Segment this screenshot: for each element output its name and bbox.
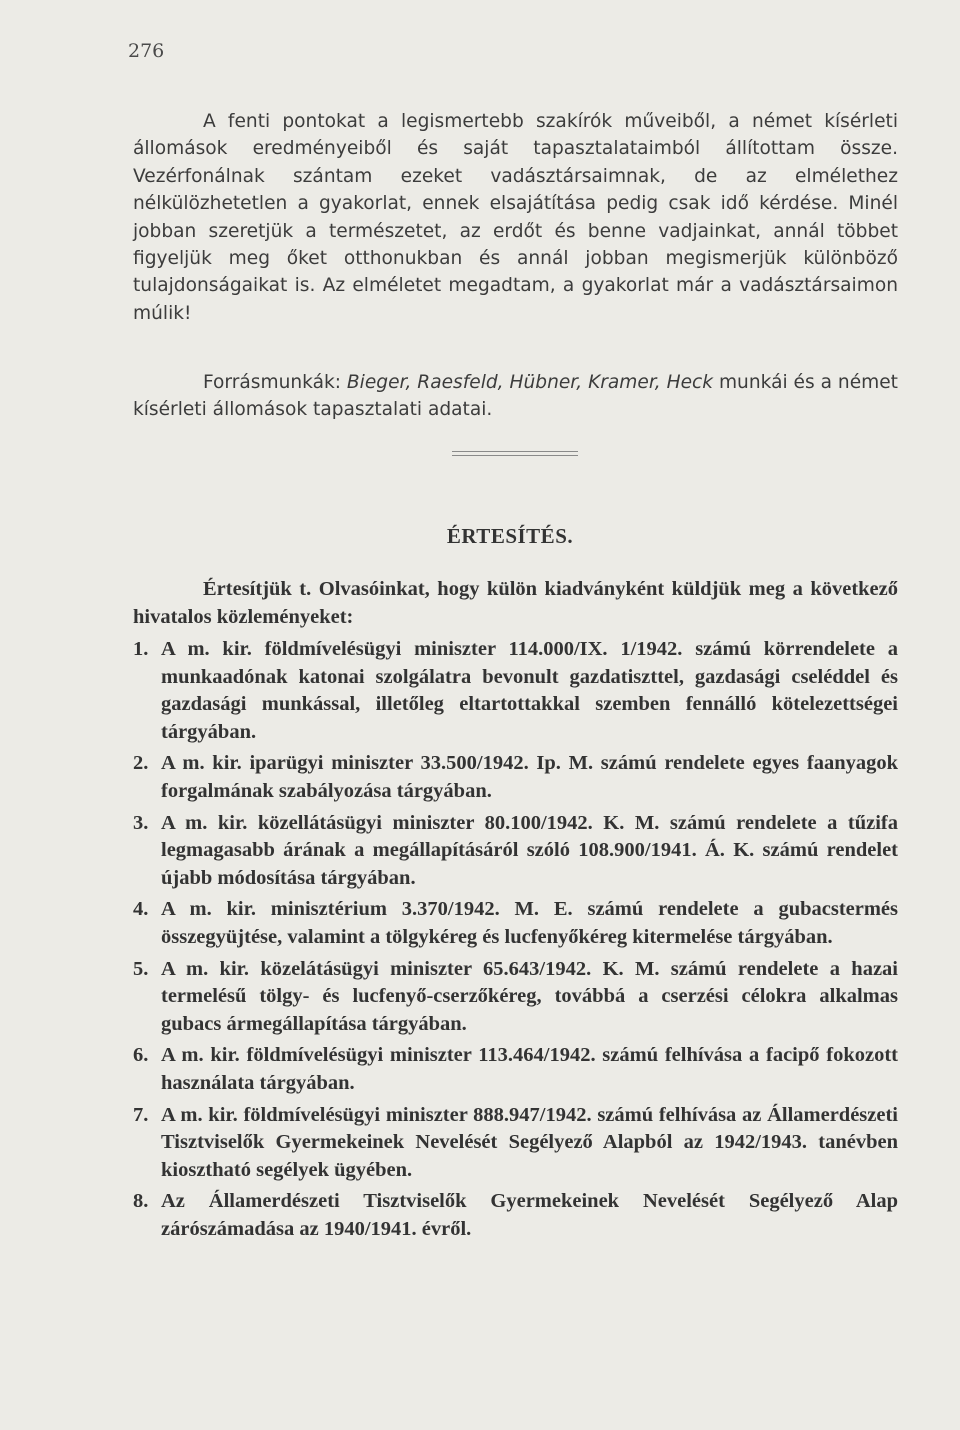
notice-heading: ÉRTESÍTÉS. [446, 524, 574, 548]
notice-intro: Értesítjük t. Olvasóinkat, hogy külön kiadványként küldjük meg a következő hivatalos közleményeket: [133, 578, 898, 628]
item-number: 1. [133, 638, 149, 660]
item-text: A m. kir. földmívelésügyi miniszter 113.464/1942. számú felhívása a facipő fokozott használata tárgyában. [161, 1044, 898, 1094]
list-item [133, 1188, 898, 1243]
item-number: 7. [133, 1103, 149, 1126]
list-item [133, 1042, 898, 1097]
item-text: A m. kir. közelátásügyi miniszter 65.643/1942. K. M. számú rendelete a hazai termelésű tölgy- és lucfenyő-cserzőkéreg, továbbá a cserzési célokra alkalmas gubacs ármegállapítása tárgyában. [161, 957, 898, 1035]
notice-list [133, 636, 898, 1247]
list-item [133, 636, 898, 746]
item-text: A m. kir. földmívelésügyi miniszter 888.947/1942. számú felhívása az Államerdészeti Tisztviselők Gyermekeinek Nevelését Segélyező Alapból az 1942/1943. tanévben kiosztható segélyek ügyében. [161, 1103, 898, 1181]
item-text: A m. kir. közellátásügyi miniszter 80.100/1942. K. M. számú rendelete a tűzifa legmagasabb árának a megállapításáról szóló 108.900/1941. Á. K. számú rendelet újabb módosítása tárgyában. [161, 811, 898, 889]
item-number: 4. [133, 898, 149, 921]
item-number: 8. [133, 1190, 149, 1213]
sources-paragraph [133, 369, 898, 424]
list-item [133, 810, 898, 893]
item-number: 3. [133, 811, 149, 834]
sources-prefix: Forrásmunkák: [203, 372, 347, 393]
item-number: 5. [133, 957, 149, 980]
list-item [133, 750, 898, 805]
item-number: 6. [133, 1044, 149, 1067]
list-item [133, 956, 898, 1039]
section-divider [452, 451, 578, 456]
item-text: A m. kir. minisztérium 3.370/1942. M. E. számú rendelete a gubacstermés összegyüjtése, valamint a tölgykéreg és lucfenyőkéreg kitermelése tárgyában. [161, 898, 898, 948]
item-text: A m. kir. iparügyi miniszter 33.500/1942. Ip. M. számú rendelete egyes faanyagok forgalmának szabályozása tárgyában. [161, 752, 898, 802]
item-text: Az Államerdészeti Tisztviselők Gyermekeinek Nevelését Segélyező Alap zárószámadása az 1940/1941. évről. [161, 1190, 898, 1240]
page-number: 276 [128, 40, 165, 62]
list-item [133, 1102, 898, 1185]
item-number: 2. [133, 752, 149, 775]
item-text: A m. kir. földmívelésügyi miniszter 114.000/IX. 1/1942. számú körrendelete a munkaadónak katonai szolgálatra bevonult gazdatiszttel, gazdasági cseléddel és gazdasági munkással, illetőleg eltartottakkal szemben fennálló kötelezettségei tárgyában. [161, 638, 898, 743]
sources-authors: Bieger, Raesfeld, Hübner, Kramer, Heck [346, 372, 714, 393]
sources-suffix: munkái és a német kísérleti állomások tapasztalati adatai. [133, 372, 898, 421]
list-item [133, 896, 898, 951]
closing-paragraph: A fenti pontokat a legismertebb szakírók műveiből, a német kísérleti állomások eredményeiből és saját tapasztalataimból állítottam össze. Vezérfonálnak szántam ezeket vadásztársaimnak, de az elmélethez nélkülözhetetlen a gyakorlat, ennek elsajátítása pedig csak idő kérdése. Minél jobban szeretjük a természetet, az erdőt és benne vadjainkat, annál többet figyeljük meg őket otthonukban és annál jobban megismerjük különböző tulajdonságaikat is. Az elméletet megadtam, a gyakorlat már a vadásztársaimon múlik! [133, 111, 898, 324]
